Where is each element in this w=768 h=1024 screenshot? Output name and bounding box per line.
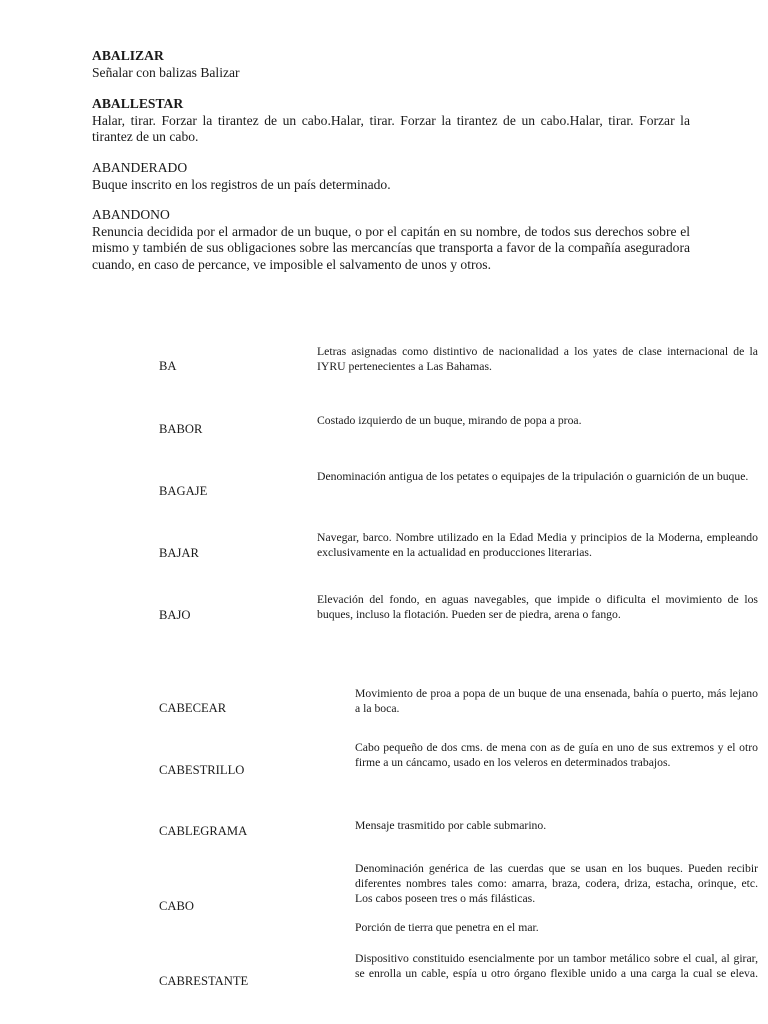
entry-abandono <box>92 207 690 273</box>
entry-term: ABANDERADO <box>92 160 188 175</box>
row-term: BAJAR <box>159 546 199 560</box>
row-definition: Cabo pequeño de dos cms. de mena con as de guía en uno de sus extremos y el otro firme a un cáncamo, usado en los veleros en determinados trabajos. <box>355 741 758 769</box>
row-term: CABO <box>159 899 194 913</box>
row-definition: Navegar, barco. Nombre utilizado en la Edad Media y principios de la Moderna, empleando exclusivamente en la actualidad en producciones literarias. <box>317 531 758 559</box>
row-term: CABRESTANTE <box>159 974 249 988</box>
row-term: BABOR <box>159 422 203 436</box>
row-definition: Movimiento de proa a popa de un buque de una ensenada, bahía o puerto, más lejano a la boca. <box>355 687 758 715</box>
entry-definition: Halar, tirar. Forzar la tirantez de un cabo.Halar, tirar. Forzar la tirantez de un cabo.Halar, tirar. Forzar la tirantez de un cabo. <box>92 112 690 144</box>
row-definition: Dispositivo constituido esencialmente por un tambor metálico sobre el cual, al girar, se enrolla un cable, espía u otro órgano flexible unido a una carga la cual se eleva. <box>355 952 758 980</box>
row-term: CABLEGRAMA <box>159 824 248 838</box>
entry-abanderado <box>92 160 690 193</box>
row-term: CABESTRILLO <box>159 763 245 777</box>
row-definition: Denominación genérica de las cuerdas que se usan en los buques. Pueden recibir diferentes nombres tales como: amarra, braza, codera, driza, estacha, orinque, etc. Los cabos poseen tres o más filásticas. <box>355 862 758 905</box>
row-term: BAGAJE <box>159 484 208 498</box>
entry-aballestar <box>92 96 690 146</box>
entry-abalizar <box>92 48 690 81</box>
row-term: CABECEAR <box>159 701 227 715</box>
entry-definition: Buque inscrito en los registros de un país determinado. <box>92 176 391 192</box>
entry-definition: Señalar con balizas Balizar <box>92 64 240 80</box>
row-definition: Letras asignadas como distintivo de nacionalidad a los yates de clase internacional de la IYRU pertenecientes a Las Bahamas. <box>317 345 758 373</box>
row-definition: Elevación del fondo, en aguas navegables, que impide o dificulta el movimiento de los buques, incluso la flotación. Pueden ser de piedra, arena o fango. <box>317 593 758 621</box>
entry-term: ABALIZAR <box>92 48 164 63</box>
row-term: BA <box>159 359 177 373</box>
row-term: BAJO <box>159 608 191 622</box>
extra-definition: Porción de tierra que penetra en el mar. <box>355 921 539 934</box>
row-definition: Costado izquierdo de un buque, mirando de popa a proa. <box>317 414 582 427</box>
entry-definition: Renuncia decidida por el armador de un buque, o por el capitán en su nombre, de todos sus derechos sobre el mismo y también de sus obligaciones sobre las mercancías que transporta a favor de la compañía aseguradora cuando, en caso de percance, ve imposible el salvamento de unos y otros. <box>92 223 690 272</box>
entry-term: ABANDONO <box>92 207 170 222</box>
entry-term: ABALLESTAR <box>92 96 184 111</box>
row-definition: Mensaje trasmitido por cable submarino. <box>355 819 547 832</box>
row-definition: Denominación antigua de los petates o equipajes de la tripulación o guarnición de un buque. <box>317 470 749 483</box>
